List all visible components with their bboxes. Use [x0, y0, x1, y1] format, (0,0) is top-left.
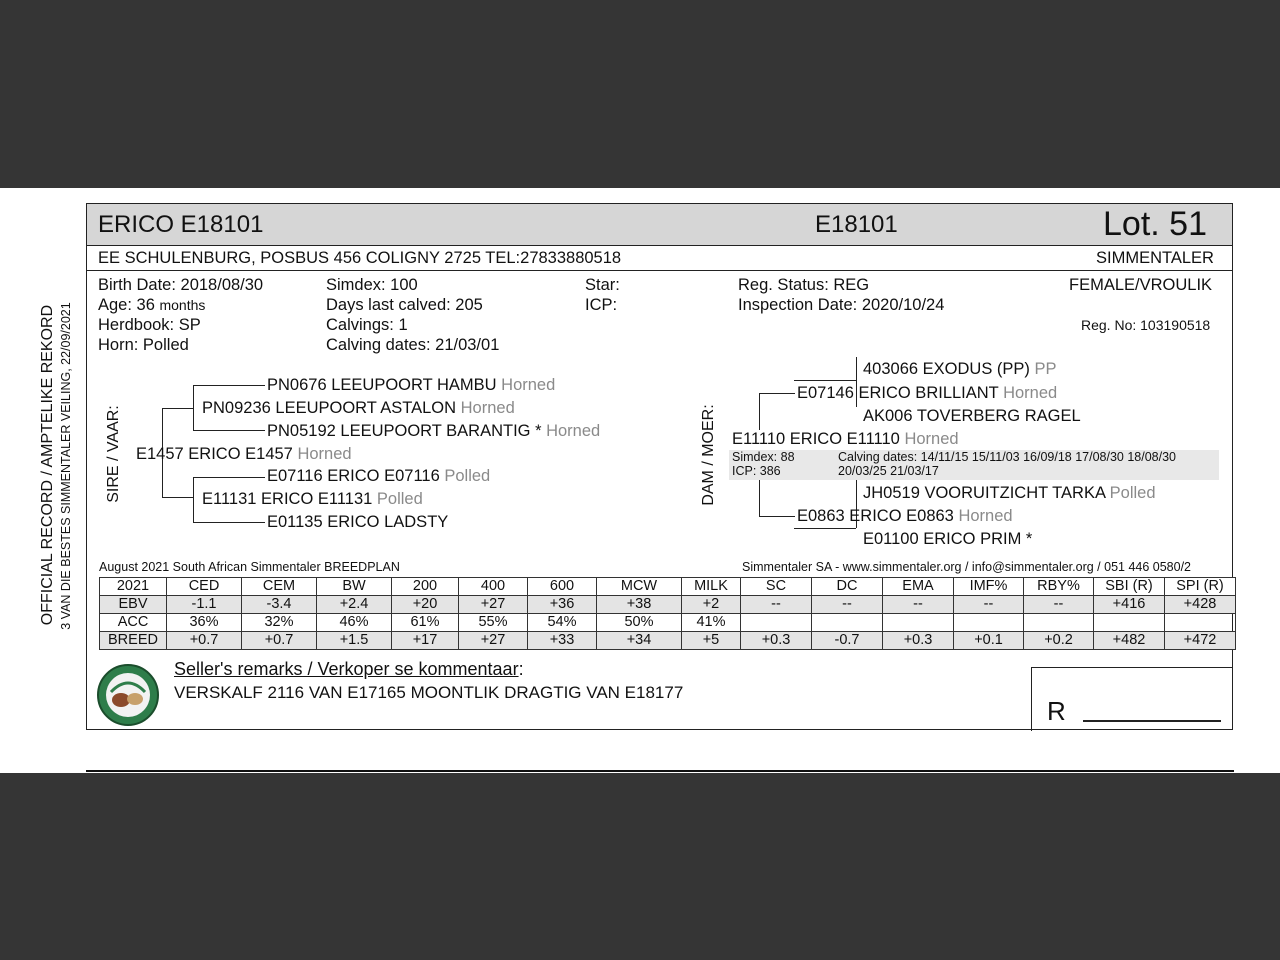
ds-branch-top	[794, 380, 856, 381]
ped-name: PN0676 LEEUPOORT HAMBU	[267, 376, 497, 394]
sd-branch-vertical	[193, 477, 194, 523]
ebv-cell: --	[883, 596, 954, 614]
sd-branch-bottom	[193, 522, 265, 523]
ped-horn: Horned	[1003, 384, 1058, 402]
owner-info: EE SCHULENBURG, POSBUS 456 COLIGNY 2725 TEL:27833880518	[98, 249, 622, 267]
ebv-table	[99, 577, 1236, 650]
ebv-column-header: SPI (R)	[1165, 578, 1236, 596]
ebv-cell: +1.5	[317, 632, 392, 650]
ebv-cell: +428	[1165, 596, 1236, 614]
remarks-title	[174, 659, 524, 680]
ebv-cell: +5	[682, 632, 741, 650]
official-record-label: OFFICIAL RECORD / AMPTELIKE REKORD	[39, 304, 56, 626]
ebv-cell	[954, 614, 1024, 632]
ebv-cell: +27	[459, 596, 528, 614]
ebv-cell: +0.7	[242, 632, 317, 650]
dam-branch-bottom	[759, 516, 795, 517]
ebv-cell: --	[954, 596, 1024, 614]
ebv-cell: 54%	[528, 614, 597, 632]
dam-sire-sire	[863, 360, 1057, 379]
ped-name: 403066 EXODUS (PP)	[863, 360, 1030, 378]
ebv-cell	[1165, 614, 1236, 632]
lot-number: Lot. 51	[1103, 205, 1207, 243]
ebv-cell: +2	[682, 596, 741, 614]
reg-number: Reg. No: 103190518	[1081, 317, 1211, 333]
icp: ICP:	[585, 296, 618, 314]
sire-branch-top	[162, 408, 194, 409]
sire	[136, 445, 352, 464]
ebv-column-header: MCW	[597, 578, 682, 596]
ebv-cell: +0.7	[167, 632, 242, 650]
ped-horn: PP	[1034, 360, 1057, 378]
inspection-date: Inspection Date: 2020/10/24	[738, 296, 945, 314]
breedplan-caption: August 2021 South African Simmentaler BREEDPLAN	[99, 560, 400, 574]
ebv-column-header: DC	[812, 578, 883, 596]
ped-name: PN09236 LEEUPOORT ASTALON	[202, 399, 457, 417]
sire-dam-dam	[267, 513, 448, 532]
remarks-title-colon: :	[518, 659, 524, 679]
horn-status: Horn: Polled	[98, 336, 189, 354]
ebv-row-label: ACC	[100, 614, 167, 632]
sire-sire-dam	[267, 422, 600, 441]
sire-label: SIRE / VAAR:	[105, 405, 122, 503]
ebv-column-header: 600	[528, 578, 597, 596]
price-prefix: R	[1047, 696, 1066, 726]
simmentaler-logo	[97, 664, 159, 726]
bottom-dark-band	[0, 773, 1280, 960]
ebv-cell: +38	[597, 596, 682, 614]
ebv-cell: +34	[597, 632, 682, 650]
ped-horn: Horned	[501, 376, 556, 394]
dam-branch-top	[759, 393, 795, 394]
ped-horn: Horned	[958, 507, 1013, 525]
calving-dates: Calving dates: 21/03/01	[326, 336, 500, 354]
age-value: Age: 36	[98, 296, 155, 314]
days-last-calved: Days last calved: 205	[326, 296, 483, 314]
breed-label: SIMMENTALER	[1096, 249, 1214, 267]
ebv-cell: 50%	[597, 614, 682, 632]
ebv-column-header: 400	[459, 578, 528, 596]
ebv-column-header: MILK	[682, 578, 741, 596]
acc-row	[100, 614, 1236, 632]
age-unit: months	[159, 297, 206, 313]
ebv-cell	[1024, 614, 1094, 632]
star: Star:	[585, 276, 620, 294]
calvings: Calvings: 1	[326, 316, 408, 334]
dam-branch-vertical-top	[759, 393, 760, 430]
breedplan-contact: Simmentaler SA - www.simmentaler.org / info@simmentaler.org / 051 446 0580/2	[742, 560, 1192, 574]
dam-calving-dates-cont: 20/03/25 21/03/17	[838, 464, 939, 478]
sire-sire	[202, 399, 515, 418]
ebv-cell: +36	[528, 596, 597, 614]
ebv-column-header: EMA	[883, 578, 954, 596]
sire-dam-sire	[267, 467, 490, 486]
ebv-cell: -0.7	[812, 632, 883, 650]
ped-name: E07146 ERICO BRILLIANT	[797, 384, 999, 402]
ebv-cell: -1.1	[167, 596, 242, 614]
remarks-text: VERSKALF 2116 VAN E17165 MOONTLIK DRAGTIG VAN E18177	[174, 683, 684, 702]
ped-name: E11131 ERICO E11131	[202, 490, 373, 508]
ebv-cell: --	[812, 596, 883, 614]
ebv-cell: +33	[528, 632, 597, 650]
ss-branch-vertical	[193, 385, 194, 431]
ebv-cell: +0.1	[954, 632, 1024, 650]
ebv-cell: +0.3	[741, 632, 812, 650]
ebv-cell: --	[741, 596, 812, 614]
ebv-cell: 32%	[242, 614, 317, 632]
ebv-cell: +416	[1094, 596, 1165, 614]
ebv-column-header: 2021	[100, 578, 167, 596]
ebv-cell: +0.2	[1024, 632, 1094, 650]
herdbook: Herdbook: SP	[98, 316, 201, 334]
ped-horn: Horned	[546, 422, 601, 440]
dam-dam-dam	[863, 530, 1032, 549]
animal-id: E18101	[815, 211, 898, 238]
dam-calving-dates: Calving dates: 14/11/15 15/11/03 16/09/18 17/08/30 18/08/30	[838, 450, 1177, 464]
ebv-cell: 55%	[459, 614, 528, 632]
ebv-cell: +0.3	[883, 632, 954, 650]
animal-name: ERICO E18101	[98, 211, 264, 238]
ped-name: AK006 TOVERBERG RAGEL	[863, 407, 1081, 425]
dam-sire-dam	[863, 407, 1081, 426]
ped-horn: Horned	[904, 430, 959, 448]
ebv-column-header: CEM	[242, 578, 317, 596]
ebv-row-label: EBV	[100, 596, 167, 614]
ebv-cell: +17	[392, 632, 459, 650]
dam-branch-vertical-bottom	[759, 480, 760, 516]
sex: FEMALE/VROULIK	[1069, 276, 1213, 294]
dam-sire	[797, 384, 1057, 403]
price-input-line[interactable]	[1083, 720, 1221, 722]
ped-horn: Polled	[376, 490, 423, 508]
ss-branch-top	[193, 385, 265, 386]
ebv-column-header: IMF%	[954, 578, 1024, 596]
ebv-row-label: BREED	[100, 632, 167, 650]
ebv-cell	[812, 614, 883, 632]
ped-name: JH0519 VOORUITZICHT TARKA	[863, 484, 1106, 502]
sire-branch-bottom	[162, 497, 194, 498]
ebv-cell: 41%	[682, 614, 741, 632]
ped-horn: Horned	[297, 445, 352, 463]
ebv-cell: +20	[392, 596, 459, 614]
ped-name: E11110 ERICO E11110	[732, 430, 900, 448]
ped-horn: Horned	[460, 399, 515, 417]
ebv-column-header: BW	[317, 578, 392, 596]
auction-label: 3 VAN DIE BESTES SIMMENTALER VEILING, 22/09/2021	[59, 302, 73, 630]
ebv-row	[100, 596, 1236, 614]
ebv-cell: +27	[459, 632, 528, 650]
ebv-cell: 46%	[317, 614, 392, 632]
ped-name: E1457 ERICO E1457	[136, 445, 293, 463]
ebv-cell	[741, 614, 812, 632]
ebv-cell: --	[1024, 596, 1094, 614]
ped-name: PN05192 LEEUPOORT BARANTIG *	[267, 422, 542, 440]
ebv-cell: +2.4	[317, 596, 392, 614]
ebv-column-header: 200	[392, 578, 459, 596]
ebv-cell: 61%	[392, 614, 459, 632]
dam-label: DAM / MOER:	[700, 404, 717, 506]
ped-name: E07116 ERICO E07116	[267, 467, 440, 485]
ebv-cell	[1094, 614, 1165, 632]
reg-status: Reg. Status: REG	[738, 276, 870, 294]
top-dark-band	[0, 0, 1280, 188]
ss-branch-bottom	[193, 430, 265, 431]
dam-dam-sire	[863, 484, 1156, 503]
ebv-cell	[883, 614, 954, 632]
ebv-cell: +482	[1094, 632, 1165, 650]
ebv-cell: 36%	[167, 614, 242, 632]
ped-name: E01135 ERICO LADSTY	[267, 513, 449, 531]
ebv-column-header: SBI (R)	[1094, 578, 1165, 596]
ped-name: E01100 ERICO PRIM *	[863, 530, 1033, 548]
sire-dam	[202, 490, 423, 509]
dam-icp: ICP: 386	[732, 464, 781, 478]
ebv-column-header: RBY%	[1024, 578, 1094, 596]
dam-dam	[797, 507, 1013, 526]
dam	[732, 430, 959, 449]
ped-name: E0863 ERICO E0863	[797, 507, 954, 525]
dd-branch-bottom	[794, 528, 856, 529]
ebv-cell: -3.4	[242, 596, 317, 614]
bottom-rule	[86, 770, 1234, 772]
sire-sire-sire	[267, 376, 555, 395]
dam-simdex: Simdex: 88	[732, 450, 795, 464]
ped-horn: Polled	[444, 467, 491, 485]
age	[98, 296, 205, 315]
ebv-header-row	[100, 578, 1236, 596]
sd-branch-top	[193, 477, 265, 478]
simdex: Simdex: 100	[326, 276, 418, 294]
breed-row	[100, 632, 1236, 650]
ped-horn: Polled	[1109, 484, 1156, 502]
remarks-title-text: Seller's remarks / Verkoper se kommentaar	[174, 659, 519, 679]
ebv-cell: +472	[1165, 632, 1236, 650]
ebv-column-header: SC	[741, 578, 812, 596]
birth-date: Birth Date: 2018/08/30	[98, 276, 264, 294]
ebv-column-header: CED	[167, 578, 242, 596]
